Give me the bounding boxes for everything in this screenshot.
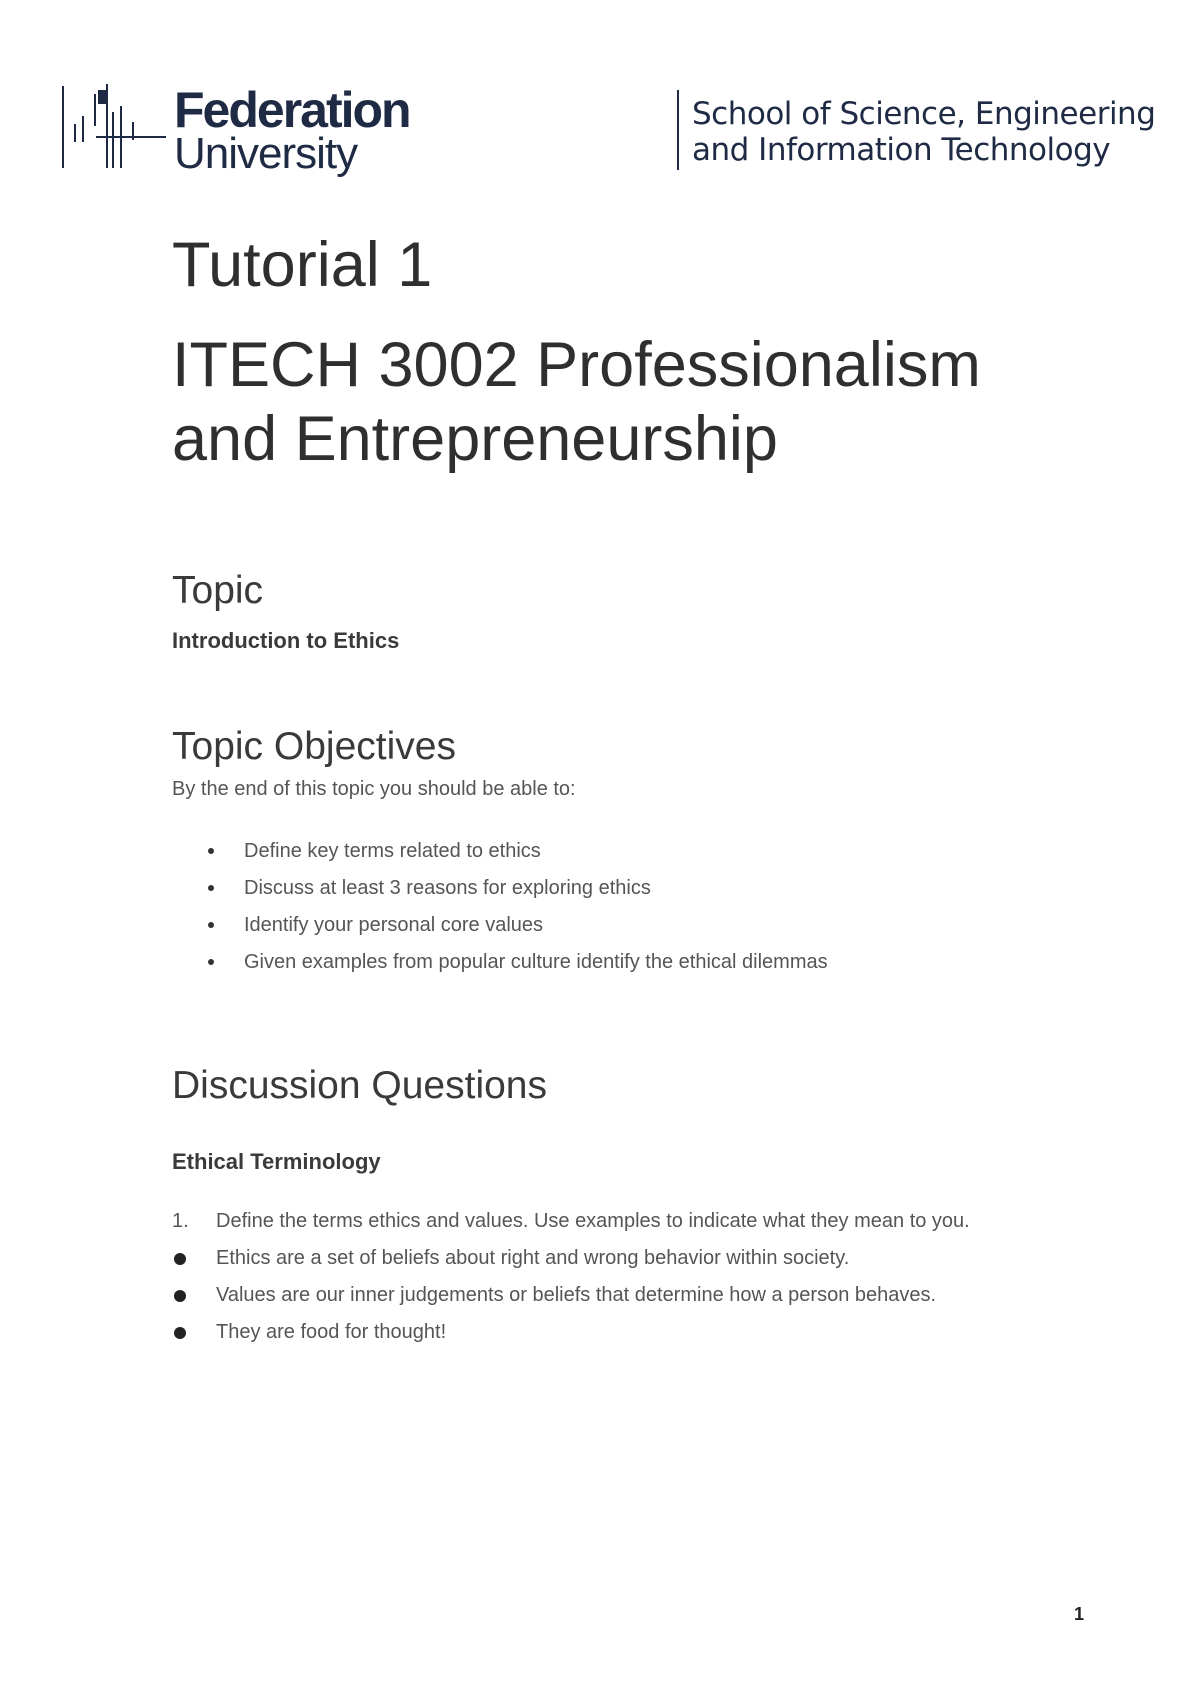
header-divider xyxy=(677,90,679,170)
objective-text: Define key terms related to ethics xyxy=(244,840,541,862)
logo-line-federation: Federation xyxy=(174,82,410,138)
bullet-icon xyxy=(208,885,214,891)
discussion-list xyxy=(172,1203,1092,1351)
list-item xyxy=(172,1314,1092,1351)
bullet-icon xyxy=(208,922,214,928)
objective-text: Discuss at least 3 reasons for exploring ethics xyxy=(244,877,651,899)
question-item xyxy=(172,1203,1092,1240)
topic-name: Introduction to Ethics xyxy=(172,628,400,653)
question-text: Define the terms ethics and values. Use examples to indicate what they mean to you. xyxy=(216,1210,970,1232)
document-subtitle xyxy=(172,328,1092,476)
list-item xyxy=(172,833,1092,870)
list-item xyxy=(172,1240,1092,1277)
school-name-line2: and Information Technology xyxy=(692,132,1111,168)
bullet-icon xyxy=(208,959,214,965)
federation-logo xyxy=(174,82,410,178)
answer-text: They are food for thought! xyxy=(216,1321,447,1343)
bullet-icon xyxy=(208,848,214,854)
federation-logo-mark xyxy=(60,84,170,174)
school-name xyxy=(692,96,1155,168)
discussion-heading: Discussion Questions xyxy=(172,1064,547,1107)
subtitle-line1: ITECH 3002 Professionalism xyxy=(172,330,981,400)
bullet-icon xyxy=(174,1290,186,1302)
objectives-list xyxy=(172,833,1092,981)
list-item xyxy=(172,870,1092,907)
list-item xyxy=(172,944,1092,981)
objectives-intro: By the end of this topic you should be able to: xyxy=(172,778,576,800)
document-title: Tutorial 1 xyxy=(172,230,433,300)
document-body xyxy=(172,228,1092,1351)
objectives-heading: Topic Objectives xyxy=(172,725,456,768)
topic-heading: Topic xyxy=(172,569,264,612)
question-number: 1. xyxy=(172,1210,189,1232)
bullet-icon xyxy=(174,1327,186,1339)
list-item xyxy=(172,907,1092,944)
list-item xyxy=(172,1277,1092,1314)
discussion-subheading: Ethical Terminology xyxy=(172,1149,381,1174)
bullet-icon xyxy=(174,1253,186,1265)
subtitle-line2: and Entrepreneurship xyxy=(172,404,778,474)
answer-text: Ethics are a set of beliefs about right and wrong behavior within society. xyxy=(216,1247,850,1269)
objective-text: Given examples from popular culture identify the ethical dilemmas xyxy=(244,951,828,973)
document-header xyxy=(0,0,1200,200)
objective-text: Identify your personal core values xyxy=(244,914,544,936)
page-number: 1 xyxy=(1074,1604,1085,1624)
school-name-line1: School of Science, Engineering xyxy=(692,96,1156,132)
logo-line-university: University xyxy=(174,129,358,178)
answer-text: Values are our inner judgements or beliefs that determine how a person behaves. xyxy=(216,1284,937,1306)
